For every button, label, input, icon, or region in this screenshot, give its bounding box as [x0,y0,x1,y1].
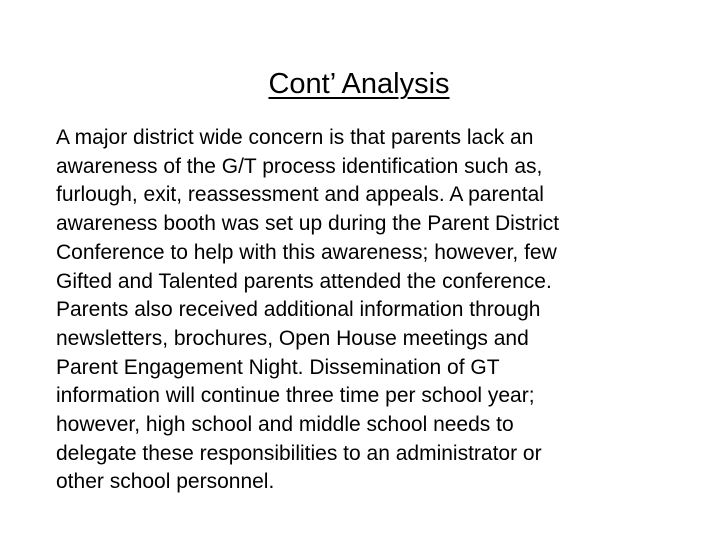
slide-body-text: A major district wide concern is that parents lack an awareness of the G/T process identification such as, furlough, exit, reassessment and appeals. A parental awareness booth was set up during the Parent District Conference to help with this awareness; however, few Gifted and Talented parents attended the conference. Parents also received additional information through newsletters, brochures, Open House meetings and Parent Engagement Night. Dissemination of GT information will continue three time per school year; however, high school and middle school needs to delegate these responsibilities to an administrator or other school personnel. [56,126,560,494]
slide-title-text: Cont’ Analysis [268,68,450,100]
slide-title [0,64,720,104]
